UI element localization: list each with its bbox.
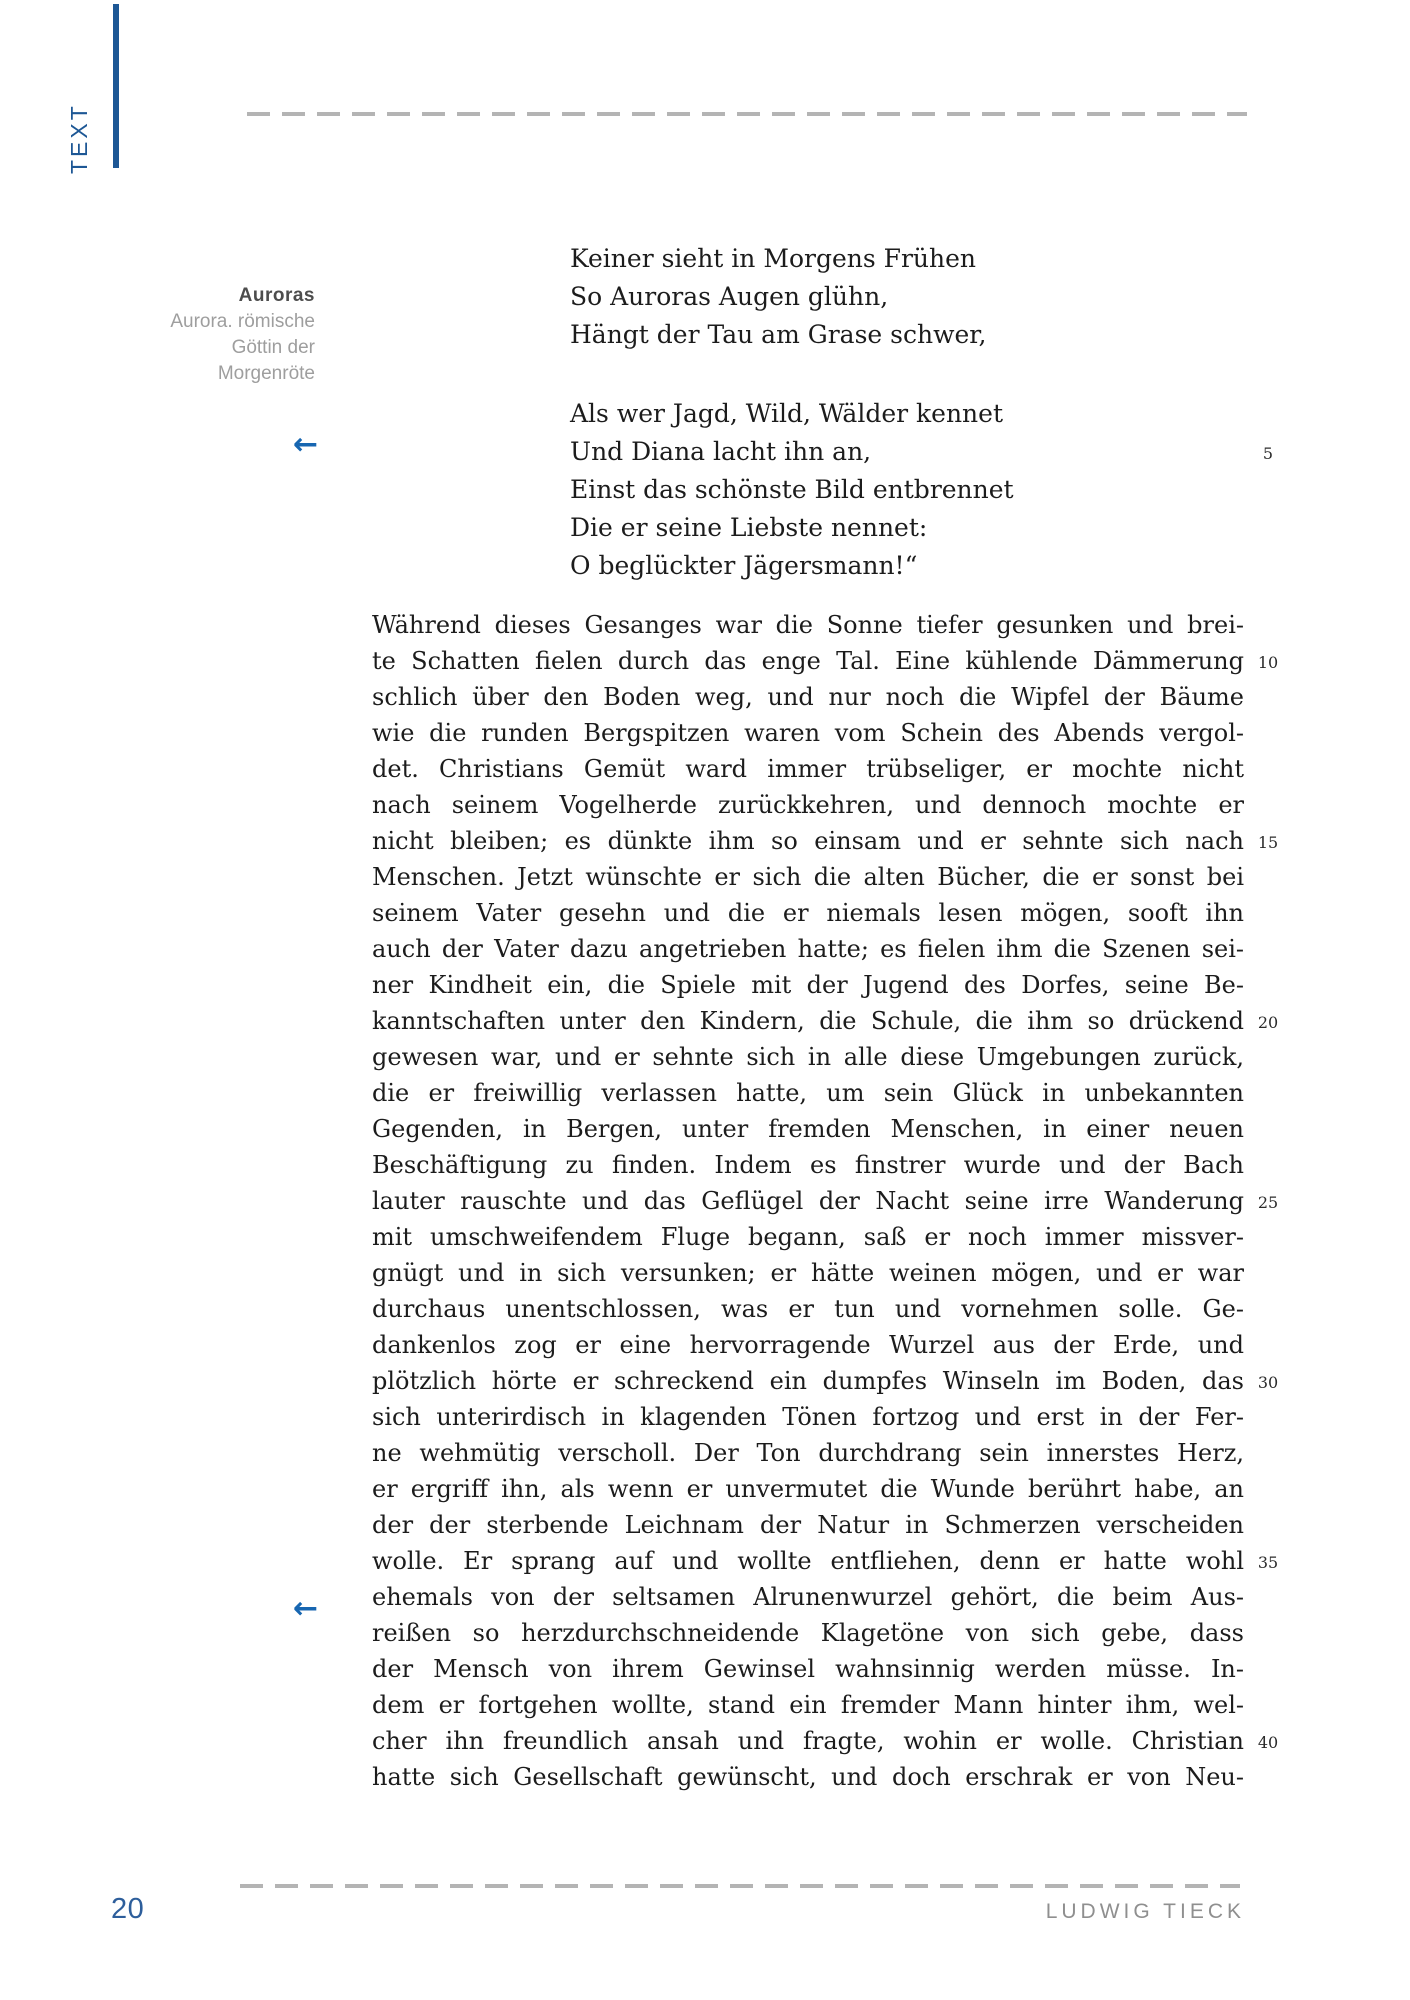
prose-line: die er freiwillig verlassen hatte, um sein Glück in unbekannten (372, 1079, 1244, 1107)
line-number: 40 (1257, 1733, 1279, 1752)
top-dashed-separator (247, 112, 1247, 116)
prose-line: wie die runden Bergspitzen waren vom Schein des Abends vergol- (372, 719, 1244, 747)
left-arrow-icon: ← (292, 1591, 318, 1626)
left-arrow-icon: ← (292, 427, 318, 462)
prose-line: ehemals von der seltsamen Alrunenwurzel gehört, die beim Aus- (372, 1583, 1244, 1611)
gloss-definition-line: Göttin der (231, 337, 315, 358)
gloss-definition-line: Aurora. römische (170, 311, 315, 332)
prose-line: ne wehmütig verscholl. Der Ton durchdrang sein innerstes Herz, (372, 1439, 1244, 1467)
prose-line: nach seinem Vogelherde zurückkehren, und dennoch mochte er (372, 791, 1244, 819)
prose-line: hatte sich Gesellschaft gewünscht, und doch erschrak er von Neu- (372, 1763, 1244, 1791)
prose-line: plötzlich hörte er schreckend ein dumpfes Winseln im Boden, das (372, 1367, 1244, 1395)
poem-stanza (570, 395, 1014, 585)
gloss-term: Auroras (238, 285, 315, 306)
prose-line: gewesen war, und er sehnte sich in alle diese Umgebungen zurück, (372, 1043, 1244, 1071)
poem-block (570, 240, 1014, 585)
prose-line: er ergriff ihn, als wenn er unvermutet die Wunde berührt habe, an (372, 1475, 1244, 1503)
bottom-dashed-separator (240, 1884, 1240, 1888)
margin-gloss (55, 283, 315, 387)
prose-line: gnügt und in sich versunken; er hätte weinen mögen, und er war (372, 1259, 1244, 1287)
line-number: 30 (1257, 1373, 1279, 1392)
prose-line: reißen so herzdurchschneidende Klagetöne von sich gebe, dass (372, 1619, 1244, 1647)
gloss-definition (55, 309, 315, 387)
poem-line: Die er seine Liebste nennet: (570, 513, 928, 542)
prose-line: ner Kindheit ein, die Spiele mit der Jugend des Dorfes, seine Be- (372, 971, 1244, 999)
prose-line: Während dieses Gesanges war die Sonne tiefer gesunken und brei- (372, 611, 1244, 639)
prose-line: auch der Vater dazu angetrieben hatte; es fielen ihm die Szenen sei- (372, 935, 1244, 963)
line-number: 25 (1257, 1193, 1279, 1212)
prose-line: Gegenden, in Bergen, unter fremden Menschen, in einer neuen (372, 1115, 1244, 1143)
prose-line: durchaus unentschlossen, was er tun und vornehmen solle. Ge- (372, 1295, 1244, 1323)
poem-stanza (570, 240, 1014, 354)
poem-line: Als wer Jagd, Wild, Wälder kennet (570, 399, 1003, 428)
side-tab-label: TEXT (66, 103, 92, 174)
line-number: 20 (1257, 1013, 1279, 1032)
poem-line: Einst das schönste Bild entbrennet (570, 475, 1014, 504)
gloss-definition-line: Morgenröte (217, 363, 315, 384)
prose-line: seinem Vater gesehn und die er niemals lesen mögen, sooft ihn (372, 899, 1244, 927)
author-footer: LUDWIG TIECK (1045, 1900, 1245, 1923)
prose-paragraph (372, 607, 1244, 1795)
line-number: 10 (1257, 653, 1279, 672)
line-number: 35 (1257, 1553, 1279, 1572)
prose-line: lauter rauschte und das Geflügel der Nacht seine irre Wanderung (372, 1187, 1244, 1215)
prose-line: mit umschweifendem Fluge begann, saß er noch immer missver- (372, 1223, 1244, 1251)
prose-line: dankenlos zog er eine hervorragende Wurzel aus der Erde, und (372, 1331, 1244, 1359)
prose-line: Beschäftigung zu finden. Indem es finstrer wurde und der Bach (372, 1151, 1244, 1179)
prose-line: der der sterbende Leichnam der Natur in Schmerzen verscheiden (372, 1511, 1244, 1539)
poem-line: Und Diana lacht ihn an, (570, 437, 872, 466)
prose-line: kanntschaften unter den Kindern, die Schule, die ihm so drückend (372, 1007, 1244, 1035)
prose-line: Menschen. Jetzt wünschte er sich die alten Bücher, die er sonst bei (372, 863, 1244, 891)
poem-line: O beglückter Jägersmann!“ (570, 551, 918, 580)
poem-line: So Auroras Augen glühn, (570, 282, 889, 311)
line-number: 5 (1262, 444, 1274, 463)
prose-line: nicht bleiben; es dünkte ihm so einsam und er sehnte sich nach (372, 827, 1244, 855)
poem-line: Hängt der Tau am Grase schwer, (570, 320, 987, 349)
prose-line: sich unterirdisch in klagenden Tönen fortzog und erst in der Fer- (372, 1403, 1244, 1431)
line-number: 15 (1257, 833, 1279, 852)
prose-line: wolle. Er sprang auf und wollte entfliehen, denn er hatte wohl (372, 1547, 1244, 1575)
side-accent-bar (113, 4, 119, 168)
page-number: 20 (111, 1893, 145, 1925)
prose-line: der Mensch von ihrem Gewinsel wahnsinnig werden müsse. In- (372, 1655, 1244, 1683)
prose-line: schlich über den Boden weg, und nur noch die Wipfel der Bäume (372, 683, 1244, 711)
poem-line: Keiner sieht in Morgens Frühen (570, 244, 977, 273)
prose-line: det. Christians Gemüt ward immer trübseliger, er mochte nicht (372, 755, 1244, 783)
prose-line: te Schatten fielen durch das enge Tal. Eine kühlende Dämmerung (372, 647, 1244, 675)
prose-line: dem er fortgehen wollte, stand ein fremder Mann hinter ihm, wel- (372, 1691, 1244, 1719)
prose-line: cher ihn freundlich ansah und fragte, wohin er wolle. Christian (372, 1727, 1244, 1755)
